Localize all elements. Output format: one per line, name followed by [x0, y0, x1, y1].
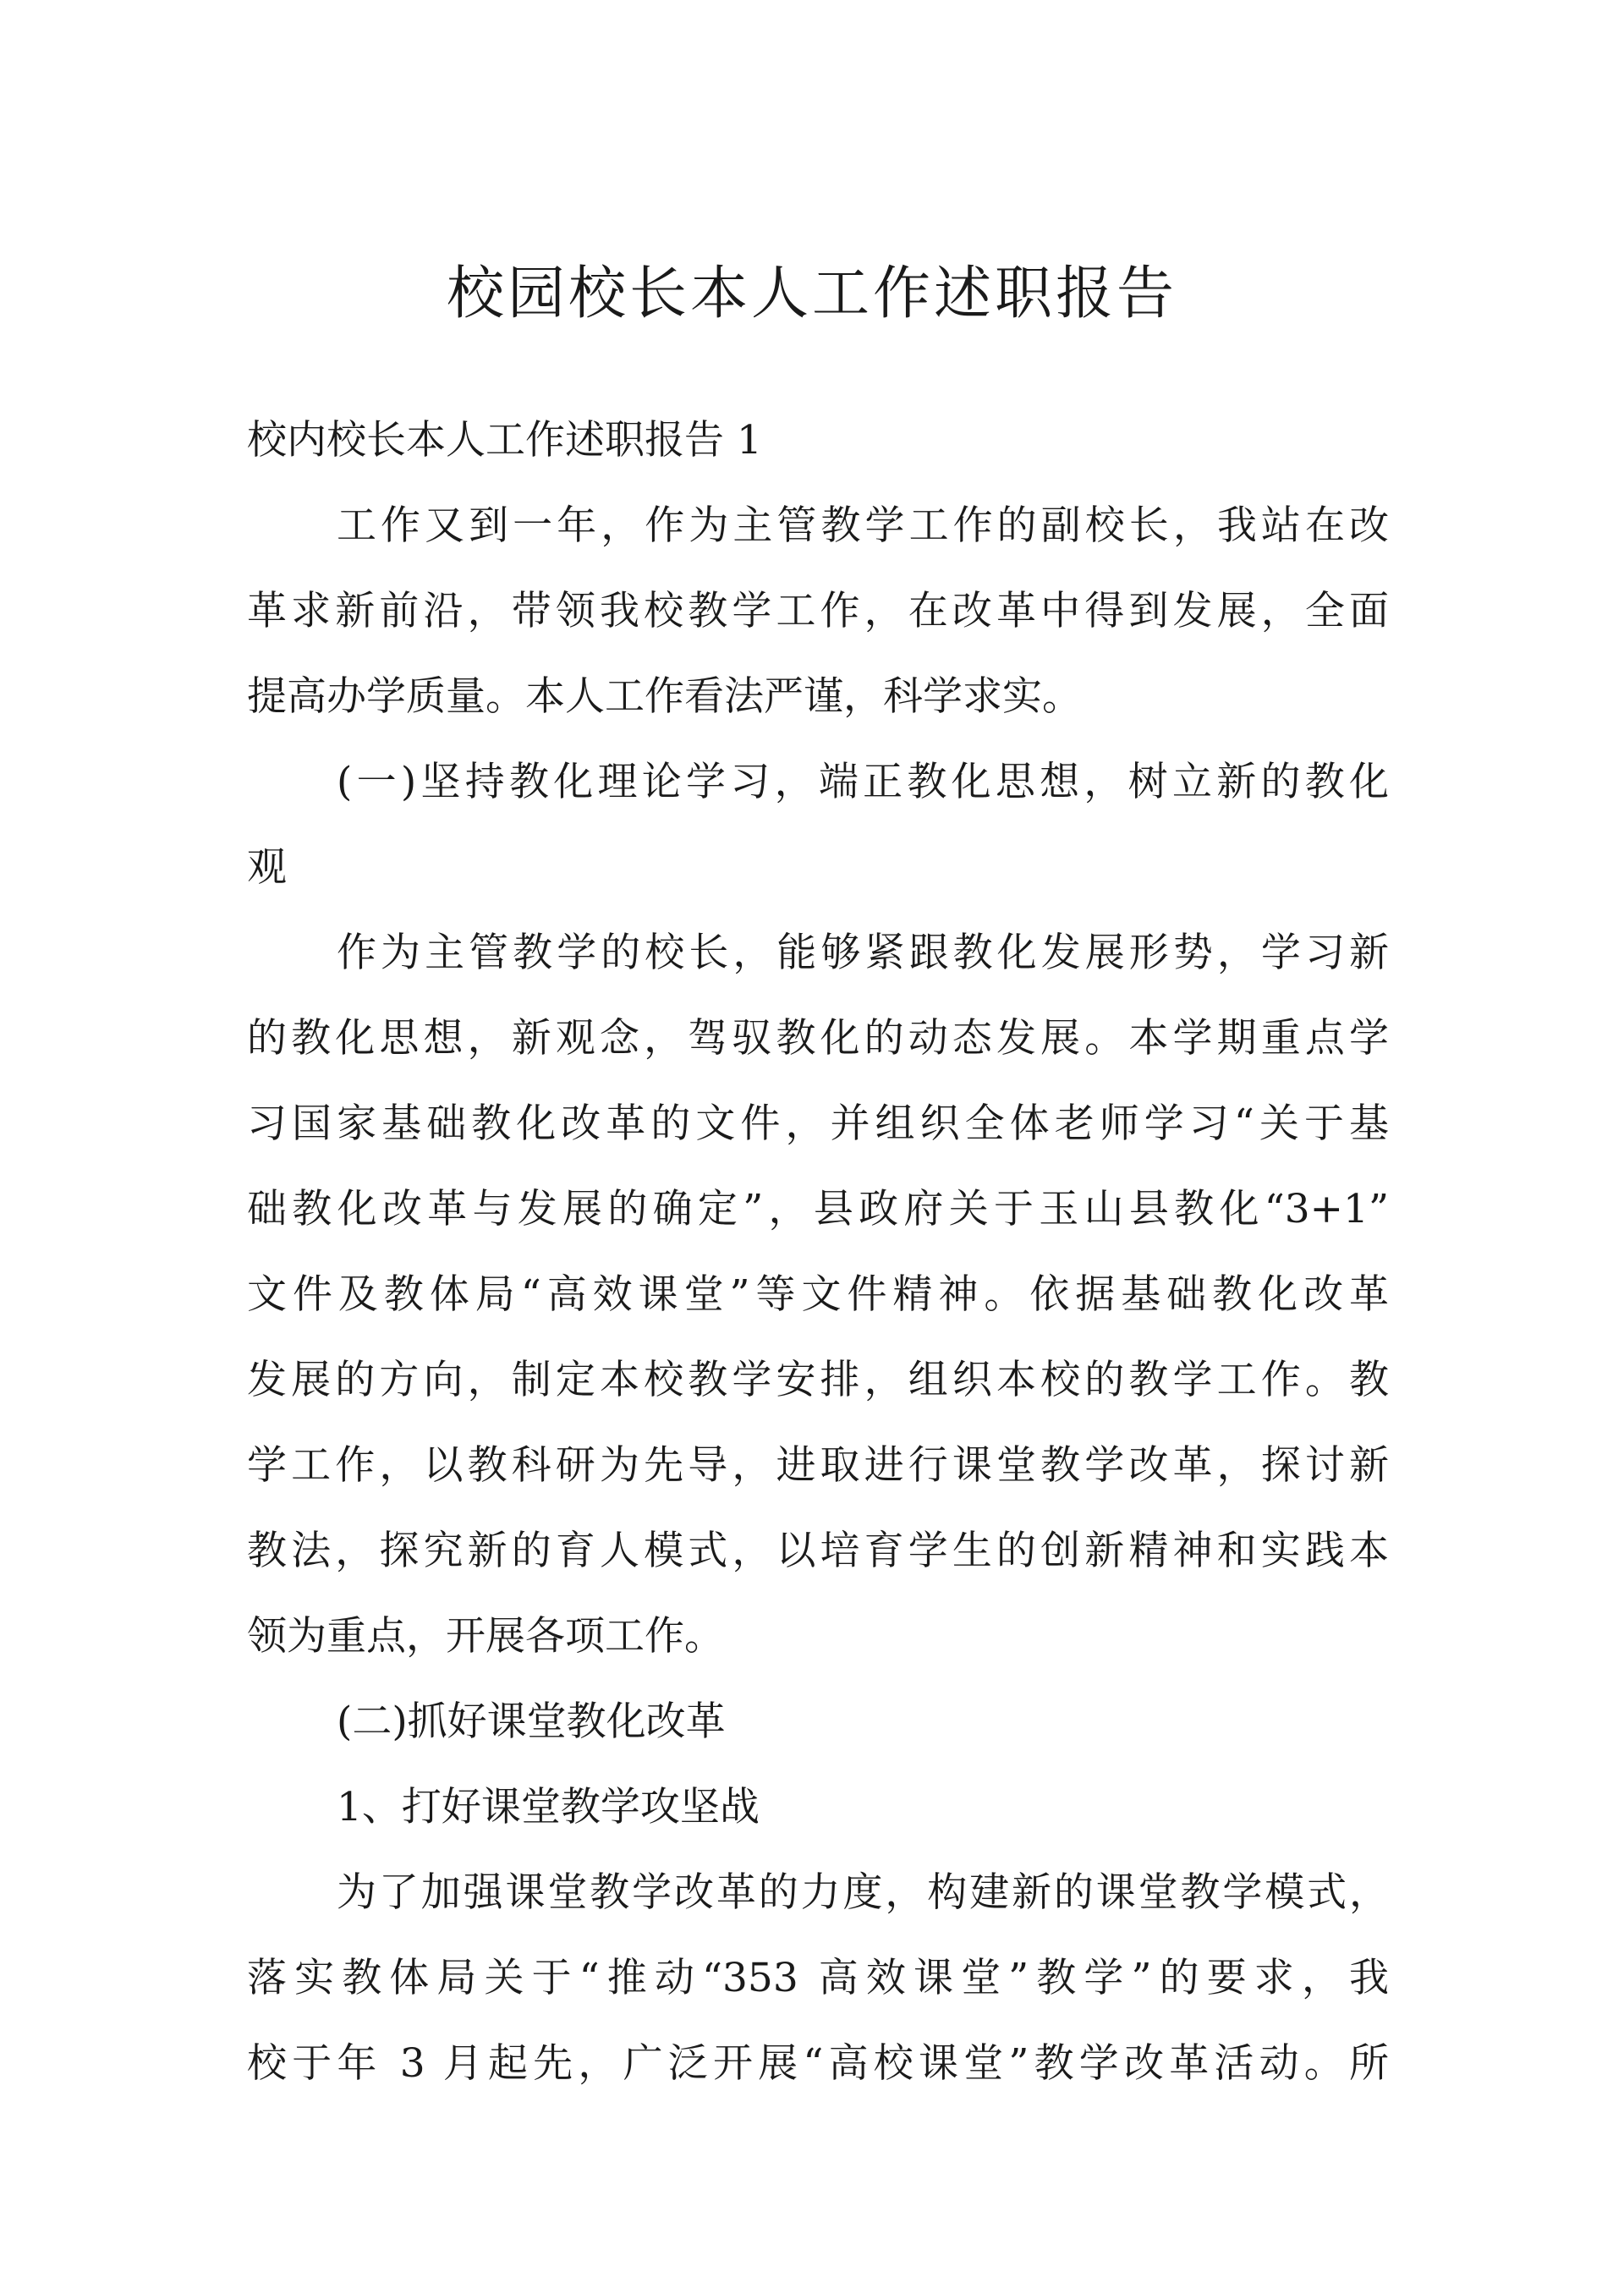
text-line: 习国家基础教化改革的文件，并组织全体老师学习“关于基	[247, 1100, 1389, 1147]
text-line: 作为主管教学的校长，能够紧跟教化发展形势，学习新	[337, 930, 1389, 976]
text-line: (一)坚持教化理论学习，端正教化思想，树立新的教化	[337, 759, 1389, 805]
text-line: 学工作，以教科研为先导，进取进行课堂教学改革，探讨新	[247, 1442, 1389, 1489]
text-line: 的教化思想，新观念，驾驭教化的动态发展。本学期重点学	[247, 1015, 1389, 1062]
text-line: 提高办学质量。本人工作看法严谨，科学求实。	[247, 673, 1082, 720]
document-title: 校园校长本人工作述职报告	[446, 261, 1177, 327]
text-line: 校内校长本人工作述职报告 1	[247, 417, 762, 464]
text-line: (二)抓好课堂教化改革	[337, 1699, 726, 1745]
text-line: 础教化改革与发展的确定”，县政府关于玉山县教化“3+1”	[247, 1186, 1389, 1232]
text-line: 革求新前沿，带领我校教学工作，在改革中得到发展，全面	[247, 588, 1389, 634]
text-line: 为了加强课堂教学改革的力度，构建新的课堂教学模式，	[337, 1869, 1389, 1916]
text-line: 文件及教体局“高效课堂”等文件精神。依据基础教化改革	[247, 1271, 1389, 1318]
text-line: 领为重点，开展各项工作。	[247, 1613, 724, 1660]
text-line: 观	[247, 844, 287, 891]
text-line: 校于年 3 月起先，广泛开展“高校课堂”教学改革活动。所	[247, 2040, 1389, 2087]
text-line: 教法，探究新的育人模式，以培育学生的创新精神和实践本	[247, 1528, 1389, 1574]
text-line: 工作又到一年，作为主管教学工作的副校长，我站在改	[337, 502, 1389, 549]
text-line: 发展的方向，制定本校教学安排，组织本校的教学工作。教	[247, 1357, 1389, 1403]
text-line: 落实教体局关于“推动“353 高效课堂”教学”的要求，我	[247, 1955, 1389, 2001]
text-line: 1、打好课堂教学攻坚战	[337, 1784, 760, 1830]
document-body	[247, 398, 1389, 2106]
